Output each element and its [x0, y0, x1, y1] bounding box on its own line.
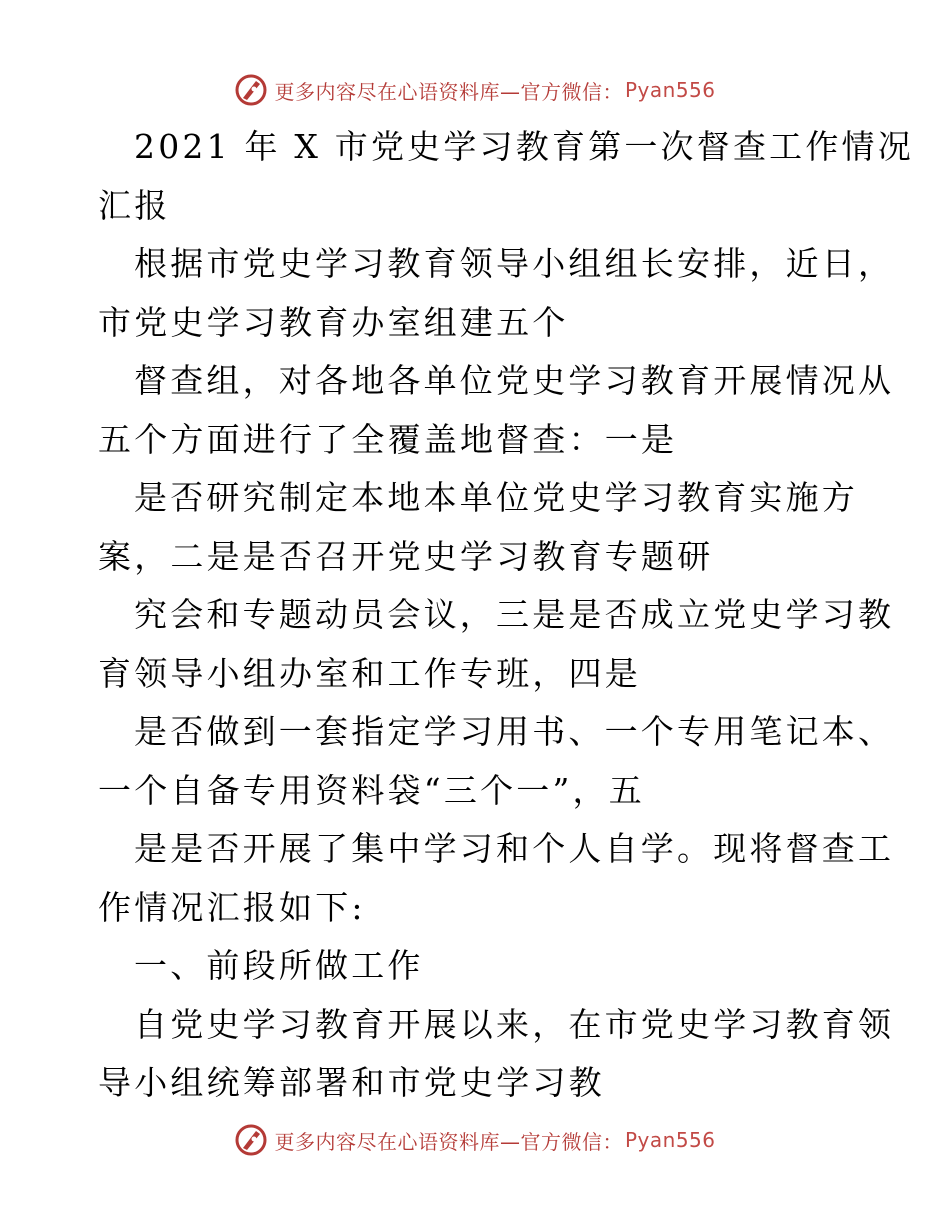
paragraph-line: 五个方面进行了全覆盖地督查：一是 [98, 419, 678, 459]
title-line-2: 汇报 [98, 185, 171, 225]
paragraph-line: 市党史学习教育办室组建五个 [98, 302, 569, 342]
paragraph-line: 督查组，对各地各单位党史学习教育开展情况从 [134, 361, 895, 400]
title-line-1: 2021 年 X 市党史学习教育第一次督查工作情况 [134, 127, 914, 166]
paragraph-line: 是否研究制定本地本单位党史学习教育实施方 [134, 478, 858, 517]
paragraph-line: 是否做到一套指定学习用书、一个专用笔记本、 [134, 712, 895, 751]
watermark-wechat-id: Pyan556 [624, 1128, 716, 1152]
section-heading: 一、前段所做工作 [134, 946, 424, 985]
pen-circle-icon [234, 73, 268, 107]
paragraph-line: 导小组统筹部署和市党史学习教 [98, 1063, 605, 1102]
paragraph-line: 究会和专题动员会议，三是是否成立党史学习教 [134, 595, 895, 634]
watermark-wechat-id: Pyan556 [624, 78, 716, 102]
paragraph-line: 作情况汇报如下: [98, 887, 366, 927]
paragraph-line: 自党史学习教育开展以来，在市党史学习教育领 [134, 1004, 895, 1044]
paragraph-line: 育领导小组办室和工作专班，四是 [98, 653, 641, 693]
paragraph-line: 是是否开展了集中学习和个人自学。现将督查工 [134, 829, 895, 868]
footer-watermark [0, 1120, 950, 1160]
paragraph-line: 根据市党史学习教育领导小组组长安排，近日， [134, 244, 895, 283]
document-body [98, 118, 914, 1113]
paragraph-line: 一个自备专用资料袋“三个一”，五 [98, 770, 645, 810]
paragraph-line: 案，二是是否召开党史学习教育专题研 [98, 536, 714, 576]
watermark-text: 更多内容尽在心语资料库—官方微信： [274, 79, 623, 104]
pen-circle-icon [234, 1123, 268, 1157]
watermark-text: 更多内容尽在心语资料库—官方微信： [274, 1129, 623, 1154]
header-watermark [0, 70, 950, 110]
